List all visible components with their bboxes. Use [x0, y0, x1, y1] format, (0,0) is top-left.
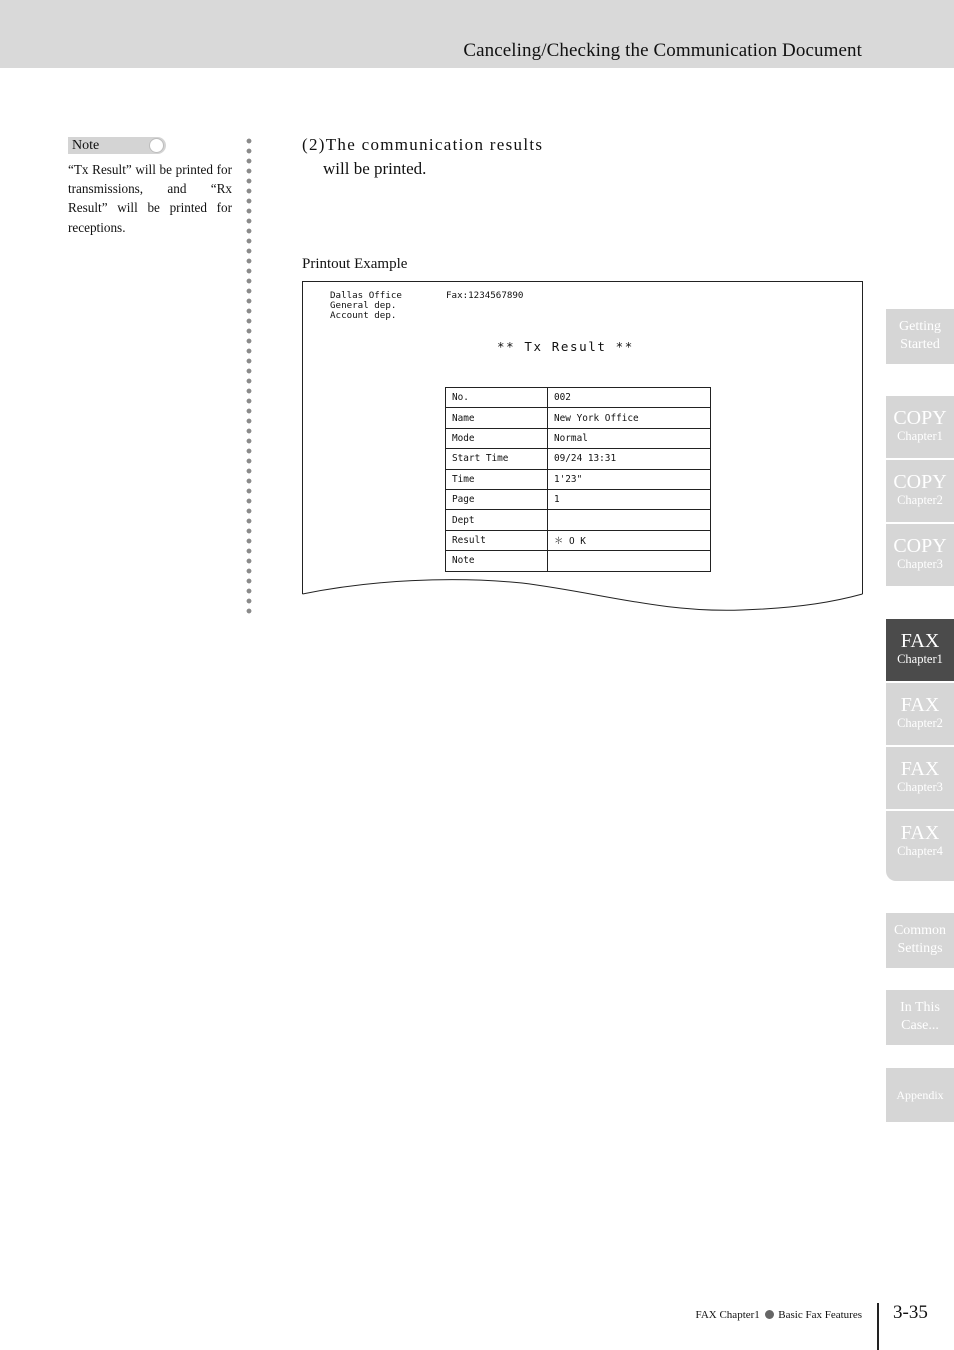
tab-line1: COPY	[893, 535, 947, 557]
tab-line2: Chapter1	[897, 429, 943, 443]
printout-fax-number: Fax:1234567890	[446, 290, 524, 301]
tab-line2: Chapter4	[897, 844, 943, 858]
row-value	[548, 551, 711, 571]
side-tab-fax-chapter2[interactable]	[886, 683, 954, 745]
footer-divider	[877, 1303, 879, 1350]
tab-line2: Case...	[901, 1018, 939, 1033]
table-row	[446, 408, 711, 428]
row-key: Result	[446, 530, 548, 550]
tab-line2: Chapter2	[897, 716, 943, 730]
dotted-separator	[246, 136, 252, 614]
sender-line: Dallas Office	[330, 290, 402, 301]
row-value: Normal	[548, 428, 711, 448]
sender-line: General dep.	[330, 300, 397, 312]
result-table	[445, 387, 711, 572]
row-key: No.	[446, 388, 548, 408]
header-band	[0, 0, 954, 68]
tab-line2: Chapter2	[897, 493, 943, 507]
printout-title: ** Tx Result **	[497, 339, 634, 354]
tab-line1: In This	[900, 1000, 940, 1015]
side-tab-copy-chapter1[interactable]	[886, 396, 954, 458]
note-text: “Tx Result” will be printed for transmissions, and “Rx Result” will be printed for receptions.	[68, 162, 232, 235]
table-row	[446, 530, 711, 550]
side-tab-fax-chapter1[interactable]	[886, 619, 954, 681]
footer-chapter: FAX Chapter1	[695, 1309, 760, 1321]
row-value	[548, 510, 711, 530]
row-value: 09/24 13:31	[548, 449, 711, 469]
side-tab-copy-chapter2[interactable]	[886, 460, 954, 522]
tab-line2: Chapter3	[897, 557, 943, 571]
tab-line2: Chapter3	[897, 780, 943, 794]
footer-breadcrumb	[696, 1309, 862, 1321]
row-key: Time	[446, 469, 548, 489]
printout-example	[302, 281, 863, 613]
table-row	[446, 489, 711, 509]
tab-line1: COPY	[893, 407, 947, 429]
page-title: Canceling/Checking the Communication Document	[463, 40, 862, 61]
side-tab-fax-chapter4[interactable]	[886, 811, 954, 881]
side-tab-appendix[interactable]	[886, 1068, 954, 1122]
side-tab-fax-chapter3[interactable]	[886, 747, 954, 809]
table-row	[446, 469, 711, 489]
side-tab-in-this-case[interactable]	[886, 990, 954, 1045]
tab-line1: FAX	[900, 758, 940, 780]
row-value: 1'23"	[548, 469, 711, 489]
note-circle-icon	[149, 138, 164, 153]
tab-line1: FAX	[900, 630, 940, 652]
printout-label: Printout Example	[302, 256, 408, 272]
tab-line2: Chapter1	[897, 652, 943, 666]
tab-line1: FAX	[900, 822, 940, 844]
tab-line1: Appendix	[896, 1088, 944, 1102]
side-tab-getting-started[interactable]	[886, 309, 954, 364]
tab-line2: Settings	[897, 941, 943, 956]
note-tab	[68, 137, 166, 154]
tab-line1: Common	[893, 923, 947, 938]
row-value: ＊ O K	[548, 530, 711, 550]
row-key: Mode	[446, 428, 548, 448]
step-text-line2: will be printed.	[323, 159, 427, 178]
row-value: 002	[548, 388, 711, 408]
tab-line1: FAX	[900, 694, 940, 716]
table-row	[446, 510, 711, 530]
tab-line1: Getting	[899, 319, 941, 334]
side-tab-copy-chapter3[interactable]	[886, 524, 954, 586]
printout-sender	[330, 291, 402, 322]
step-text-line1: (2)The communication results	[302, 135, 544, 154]
table-row	[446, 449, 711, 469]
footer-section: Basic Fax Features	[778, 1309, 862, 1321]
tab-line2: Started	[900, 337, 940, 352]
row-key: Dept	[446, 510, 548, 530]
tab-line1: COPY	[893, 471, 947, 493]
page-number: 3-35	[893, 1302, 928, 1323]
row-value: New York Office	[548, 408, 711, 428]
note-label: Note	[72, 138, 100, 153]
table-row	[446, 388, 711, 408]
row-key: Page	[446, 489, 548, 509]
bullet-icon	[765, 1310, 774, 1319]
row-key: Start Time	[446, 449, 548, 469]
table-row	[446, 428, 711, 448]
table-row	[446, 551, 711, 571]
row-value: 1	[548, 489, 711, 509]
row-key: Note	[446, 551, 548, 571]
row-key: Name	[446, 408, 548, 428]
sender-line: Account dep.	[330, 310, 397, 322]
side-tab-common-settings[interactable]	[886, 913, 954, 968]
